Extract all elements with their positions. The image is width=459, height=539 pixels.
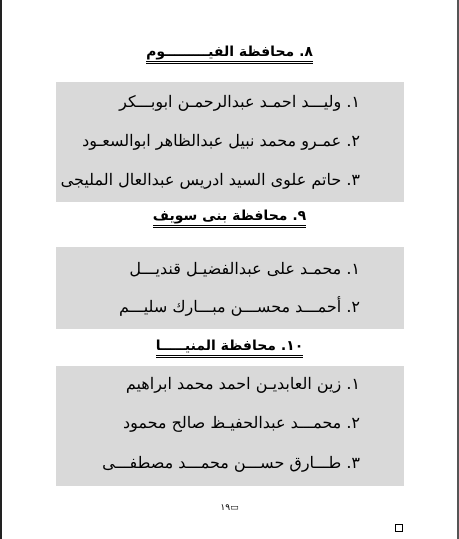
names-box — [56, 82, 404, 202]
corner-square-mark — [395, 524, 403, 532]
page-number: ▭١٩ — [220, 503, 239, 513]
list-item: ٢. محمـــد عبدالحفيـظ صالح محمود — [122, 413, 360, 432]
section-heading-text: ٨. محافظة الفيـــــــــوم — [146, 44, 313, 64]
section-heading-text: ١٠. محافظة المنيـــــا — [156, 338, 304, 358]
section-heading-text: ٩. محافظة بنى سويف — [153, 208, 306, 228]
names-box — [56, 366, 404, 486]
list-item: ٢. عمـرو محمد نبيل عبدالظاهر ابوالسعـود — [82, 131, 360, 150]
page-border-left — [0, 0, 2, 539]
section-heading — [0, 44, 459, 64]
section-heading — [0, 208, 459, 228]
list-item: ٣. حاتم علوى السيد ادريس عبدالعال المليجى — [60, 170, 360, 189]
list-item: ٢. أحمـــد محســـن مبـــارك سليـــم — [119, 297, 360, 316]
names-box — [56, 247, 404, 329]
list-item: ١. وليـــد احمـد عبدالرحمـن ابوبـــكر — [119, 92, 360, 111]
list-item: ٣. طـــارق حســـن محمـــد مصطفـــى — [102, 453, 360, 472]
list-item: ١. زين العابديـن احمد محمد ابراهيم — [125, 374, 360, 393]
list-item: ١. محمـد على عبدالفضيـل قنديـــل — [129, 259, 360, 278]
section-heading — [0, 338, 459, 358]
